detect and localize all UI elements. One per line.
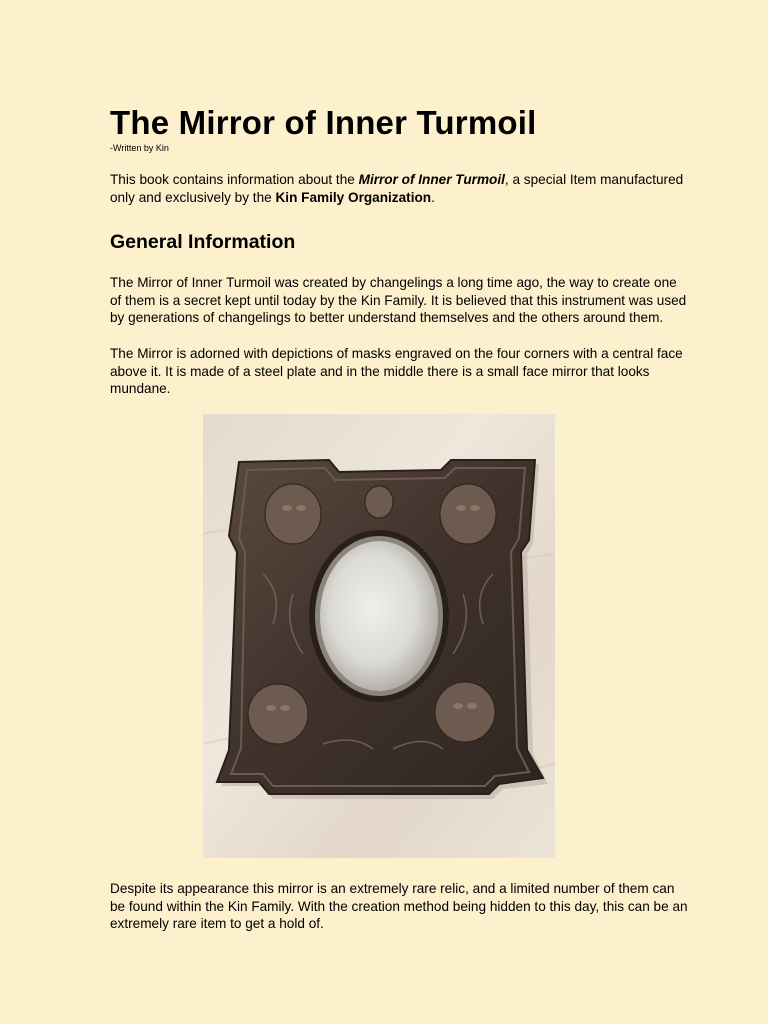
org-name: Kin Family Organization xyxy=(275,189,432,205)
paragraph-description: The Mirror is adorned with depictions of masks engraved on the four corners with a central face above it. It is made of a steel plate and in the middle there is a small face mirror that looks mundane. xyxy=(110,345,683,397)
intro-text-1: This book contains information about the xyxy=(110,172,359,187)
paragraph-origin: The Mirror of Inner Turmoil was created by changelings a long time ago, the way to create one of them is a secret kept until today by the Kin Family. It is believed that this instrument was used by generations of changelings to better understand themselves and the others around them. xyxy=(110,275,687,326)
item-name: Mirror of Inner Turmoil xyxy=(358,172,505,187)
mirror-photo xyxy=(203,414,555,858)
page-title: The Mirror of Inner Turmoil xyxy=(110,104,537,141)
section-heading: General Information xyxy=(110,231,296,254)
intro-text-3: . xyxy=(431,189,435,205)
intro-paragraph xyxy=(110,171,690,206)
byline: -Written by Kin xyxy=(110,143,169,153)
document-content xyxy=(110,104,690,398)
intro-text-2: , a special Item manufactured only and exclusively by the xyxy=(110,172,684,205)
paragraph-rarity: Despite its appearance this mirror is an extremely rare relic, and a limited number of them can be found within the Kin Family. With the creation method being hidden to this day, this can be an extremely rare item to get a hold of. xyxy=(110,881,688,932)
